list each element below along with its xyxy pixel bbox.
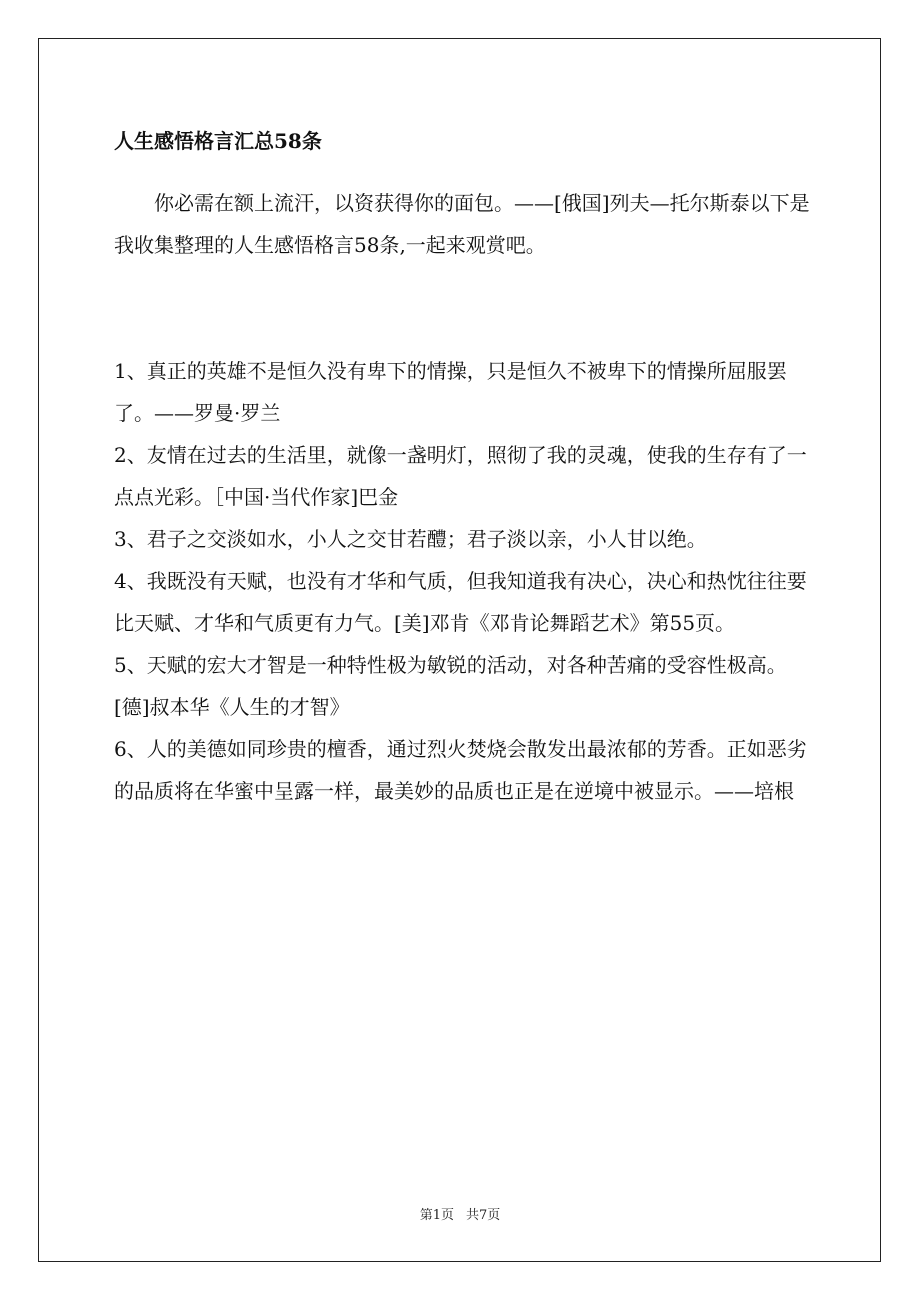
intro-paragraph: 你必需在额上流汗，以资获得你的面包。——[俄国]列夫—托尔斯泰以下是我收集整理的人生感悟格言58条,一起来观赏吧。 bbox=[114, 191, 810, 257]
total-pages: 共7页 bbox=[466, 1208, 501, 1223]
document-body bbox=[114, 182, 814, 812]
quote-item: 6、人的美德如同珍贵的檀香，通过烈火焚烧会散发出最浓郁的芳香。正如恶劣的品质将在华蜜中呈露一样，最美妙的品质也正是在逆境中被显示。——培根 bbox=[114, 737, 807, 803]
quote-item: 3、君子之交淡如水，小人之交甘若醴；君子淡以亲，小人甘以绝。 bbox=[114, 527, 707, 551]
page-footer bbox=[0, 1207, 920, 1225]
quote-item: 2、友情在过去的生活里，就像一盏明灯，照彻了我的灵魂，使我的生存有了一点点光彩。［中国·当代作家]巴金 bbox=[114, 443, 807, 509]
quote-item: 1、真正的英雄不是恒久没有卑下的情操，只是恒久不被卑下的情操所屈服罢了。——罗曼·罗兰 bbox=[114, 359, 787, 425]
document-title: 人生感悟格言汇总58条 bbox=[114, 129, 322, 153]
quote-item: 4、我既没有天赋，也没有才华和气质，但我知道我有决心，决心和热忱往往要比天赋、才华和气质更有力气。[美]邓肯《邓肯论舞蹈艺术》第55页。 bbox=[114, 569, 807, 635]
page-number: 第1页 bbox=[419, 1208, 454, 1223]
quote-item: 5、天赋的宏大才智是一种特性极为敏锐的活动，对各种苦痛的受容性极高。[德]叔本华《人生的才智》 bbox=[114, 653, 787, 719]
